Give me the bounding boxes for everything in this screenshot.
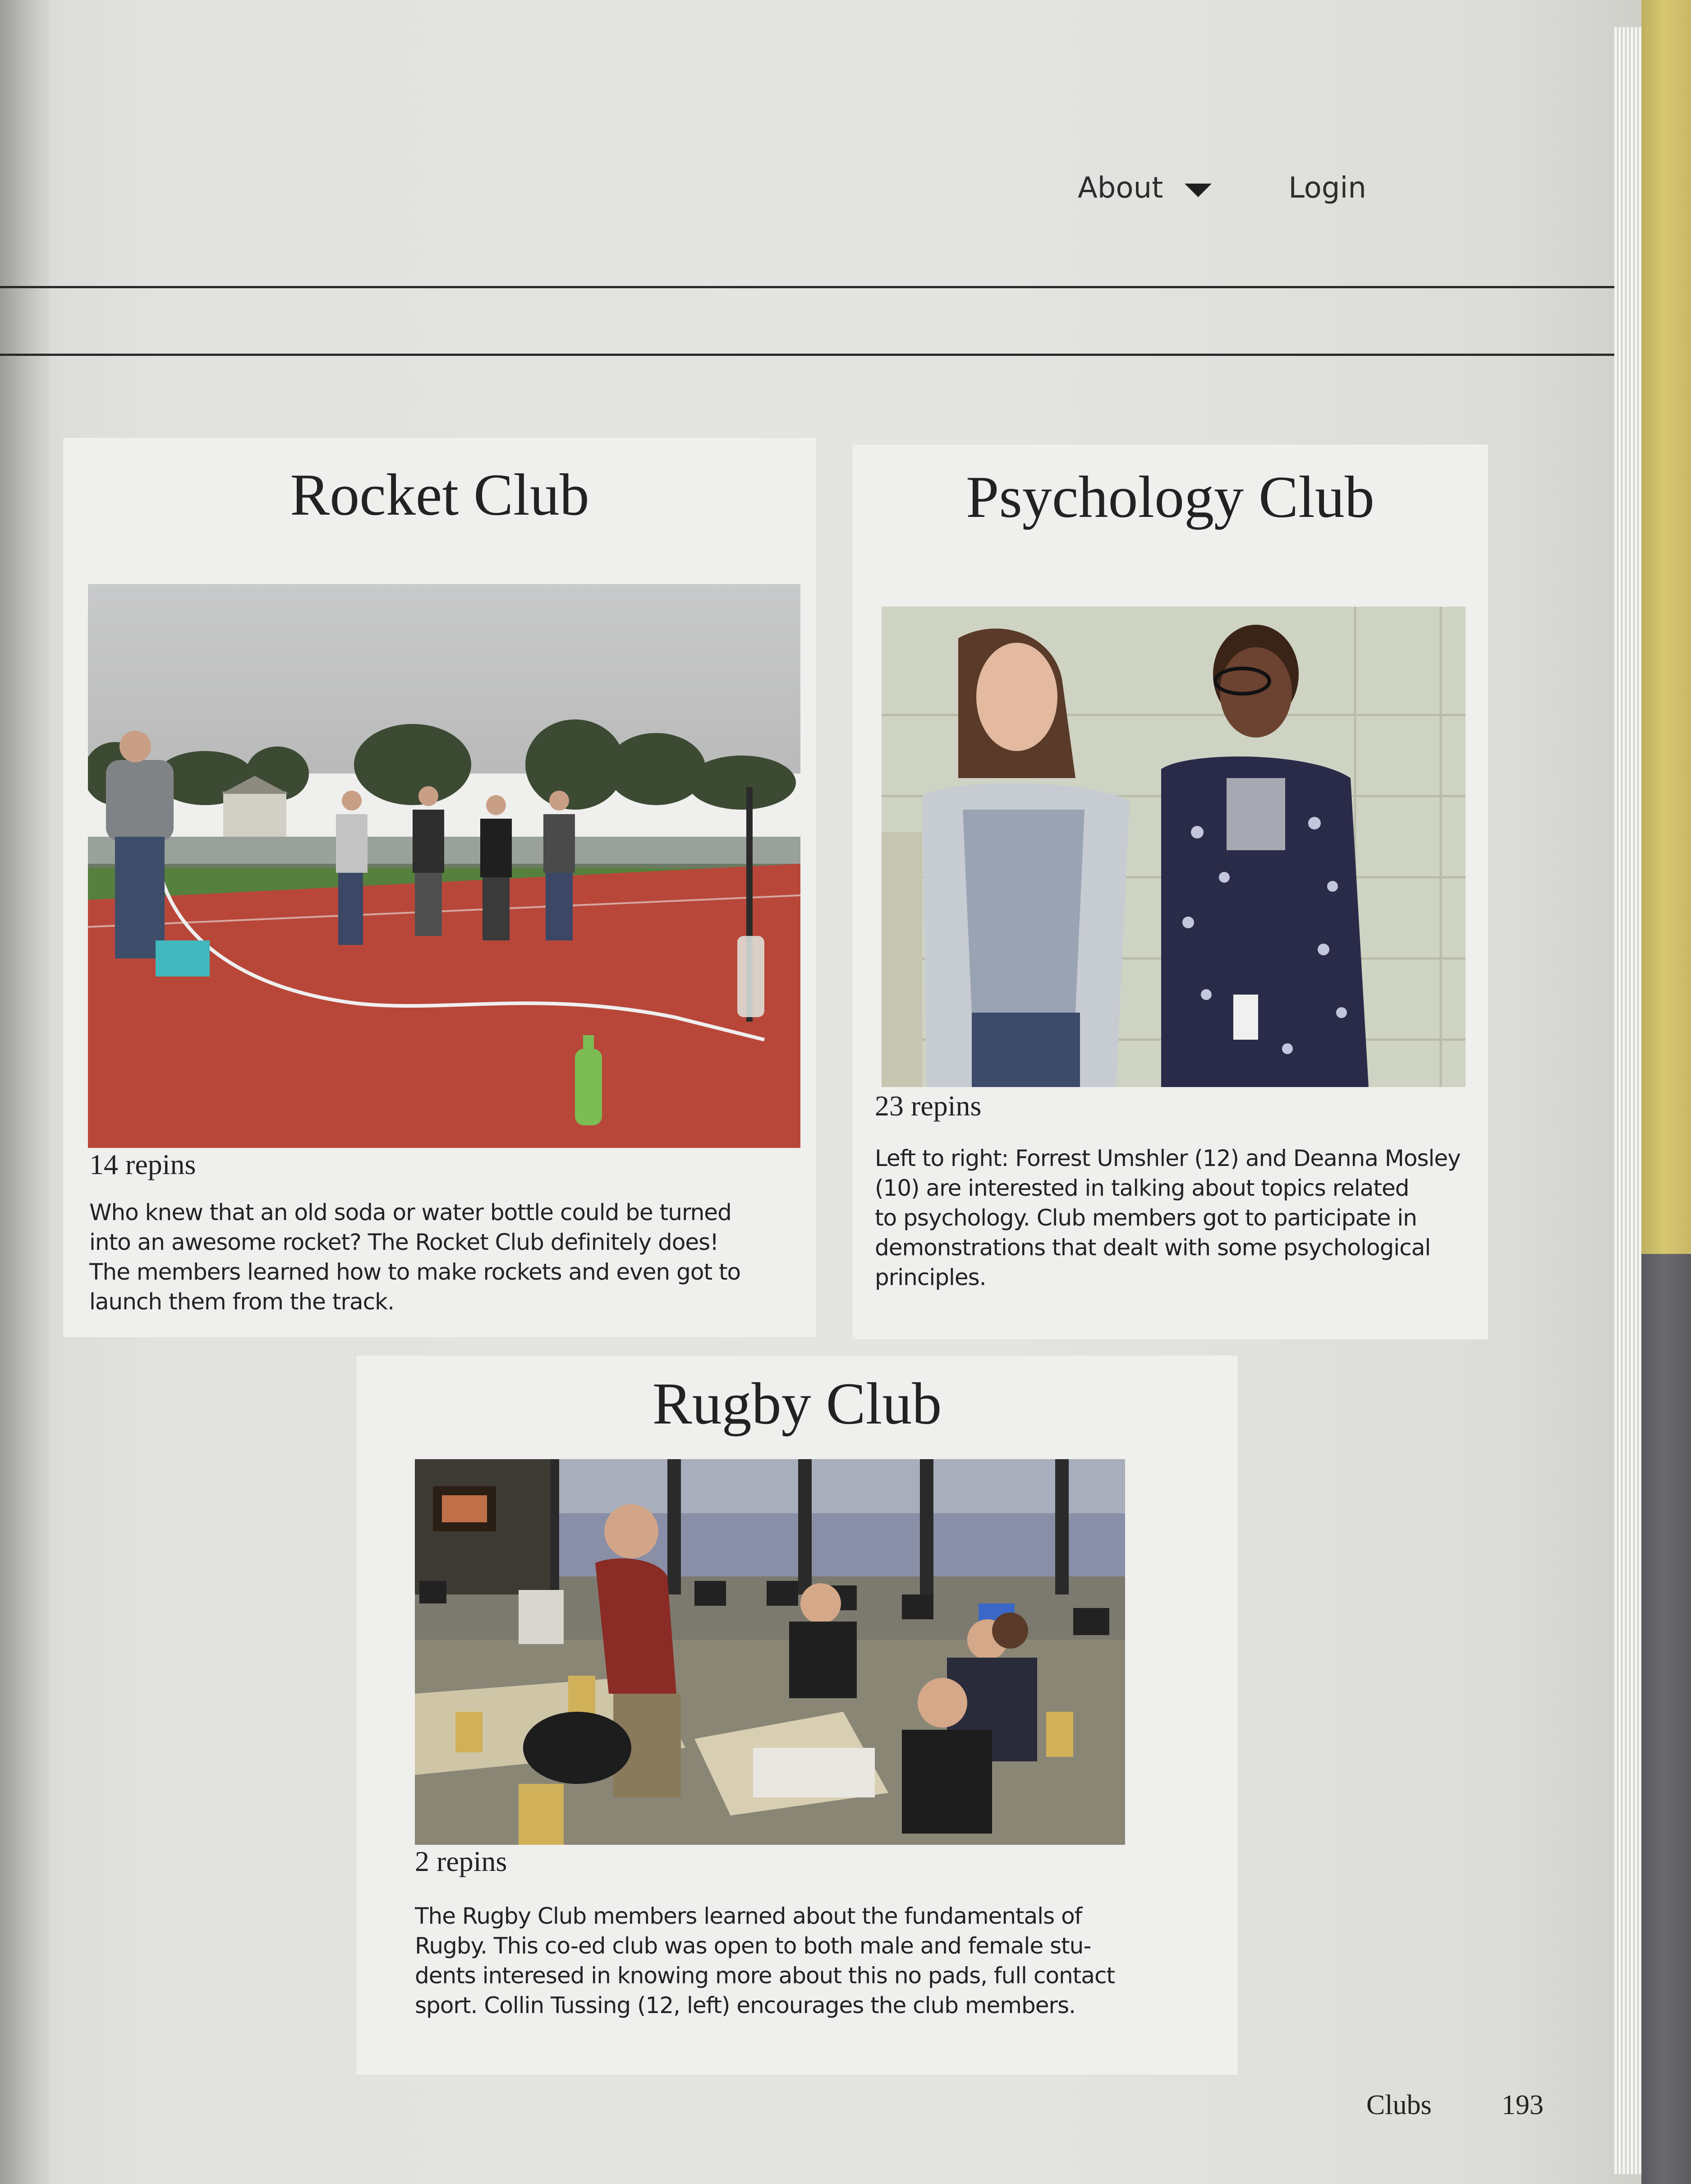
login-link[interactable]: Login: [1288, 171, 1366, 205]
footer-section-label: Clubs: [1366, 2090, 1432, 2120]
divider-bottom: [0, 354, 1619, 356]
rugby-club-photo[interactable]: [415, 1459, 1125, 1845]
about-label: About: [1078, 171, 1163, 205]
page-number: 193: [1502, 2090, 1544, 2120]
caption-line: Who knew that an old soda or water bottle could be turned: [89, 1199, 731, 1226]
card-caption: [89, 1198, 802, 1317]
caption-line: dents interesed in knowing more about this no pads, full contact: [415, 1963, 1115, 1989]
divider-top: [0, 286, 1619, 288]
top-nav: [1078, 171, 1366, 205]
card-title: Rocket Club: [290, 461, 589, 528]
caption-line: into an awesome rocket? The Rocket Club definitely does!: [89, 1229, 719, 1255]
card-rugby-club[interactable]: [356, 1355, 1238, 2075]
repin-count: 2 repins: [415, 1845, 507, 1877]
caption-line: The members learned how to make rockets and even got to: [89, 1259, 741, 1285]
card-title: Psychology Club: [966, 464, 1374, 530]
repin-count: 23 repins: [875, 1090, 982, 1122]
card-psychology-club[interactable]: [852, 444, 1488, 1340]
psychology-club-photo[interactable]: [882, 607, 1466, 1087]
caption-line: launch them from the track.: [89, 1289, 394, 1315]
spine-yellow: [1637, 0, 1691, 1254]
caption-line: sport. Collin Tussing (12, left) encourages the club members.: [415, 1992, 1076, 2018]
caption-line: principles.: [875, 1264, 986, 1290]
caption-line: to psychology. Club members got to participate in: [875, 1205, 1417, 1231]
caption-line: (10) are interested in talking about topics related: [875, 1175, 1409, 1201]
caption-line: Rugby. This co-ed club was open to both male and female stu-: [415, 1933, 1091, 1959]
page-gutter: [0, 0, 50, 2184]
card-caption: [415, 1901, 1181, 2020]
caption-line: Left to right: Forrest Umshler (12) and Deanna Mosley: [875, 1145, 1461, 1171]
card-caption: [875, 1143, 1470, 1292]
page-stack-edge: [1614, 27, 1641, 2174]
card-rocket-club[interactable]: [63, 438, 816, 1337]
repin-count: 14 repins: [89, 1148, 196, 1180]
spine-gray: [1637, 1254, 1691, 2184]
caption-line: demonstrations that dealt with some psychological: [875, 1235, 1431, 1261]
caption-line: The Rugby Club members learned about the fundamentals of: [415, 1903, 1082, 1929]
about-menu[interactable]: [1078, 171, 1212, 205]
caret-down-icon: [1185, 184, 1212, 197]
card-title: Rugby Club: [652, 1370, 942, 1437]
rocket-club-photo[interactable]: [88, 584, 800, 1148]
